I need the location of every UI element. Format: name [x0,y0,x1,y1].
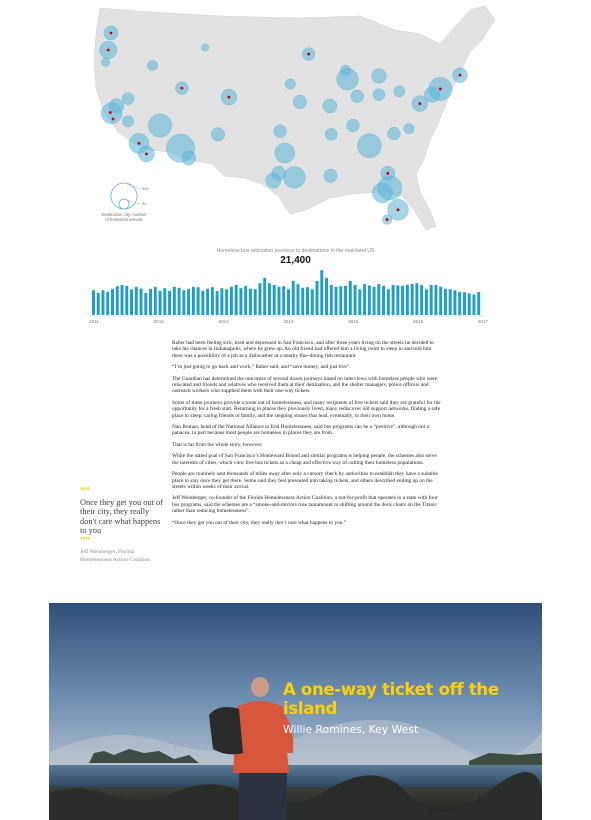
chart-bar [301,288,304,315]
x-tick-label: 2016 [413,319,424,324]
chart-bar [444,289,447,315]
origin-marker [112,118,115,121]
chart-bar [320,270,323,315]
chart-bar [368,285,371,315]
chart-bar [201,291,204,315]
chart-bar [434,285,437,315]
chart-bar [92,290,95,315]
chart-bar [430,285,433,315]
destination-bubble [275,143,295,163]
origin-marker [138,142,141,145]
chart-bar [197,287,200,315]
chart-bar [249,289,252,315]
chart-bar [273,285,276,315]
chart-bar [277,287,280,315]
chart-bar [387,289,390,315]
chart-bar [163,288,166,315]
chart-bar [297,284,300,315]
chart-bar [477,292,480,315]
chart-bar [468,293,471,315]
chart-bar [182,290,185,315]
x-tick-label: 2014 [283,319,294,324]
origin-marker [397,208,400,211]
x-tick-label: 2012 [153,319,164,324]
chart-bar [358,289,361,315]
chart-bar [121,285,124,315]
destination-bubble [357,134,381,158]
chart-bar [268,283,271,315]
chart-bar [225,289,228,315]
x-tick-label: 2013 [218,319,229,324]
origin-marker [307,53,310,56]
x-tick-labels [89,319,488,324]
pull-quote [80,488,166,564]
destination-bubble [122,93,134,105]
chart-title: Homeless bus relocation journeys to destinations in the mainland US [216,248,375,254]
chart-bar [216,291,219,315]
chart-bar [187,289,190,315]
legend-value-large: 500 [142,186,149,191]
chart-bar [230,287,233,315]
chart-bar [411,284,414,315]
destination-bubble [340,65,350,75]
quote-close-icon: ”” [80,535,90,547]
pull-quote-text: Once they get you out of their city, they really don't care what happens to you [80,498,164,536]
chart-bar [130,289,133,315]
chart-bar [363,284,366,315]
destination-bubble [201,44,208,51]
destination-bubble [324,169,337,182]
legend-label: Destination city: number of homeless arrivals [101,212,147,222]
legend-value-small: 50 [142,201,147,206]
origin-marker [180,87,183,90]
chart-bar [325,278,328,315]
journeys-chart [0,245,591,330]
chart-bar [306,287,309,315]
article-paragraph: People are routinely sent thousands of miles away after only a cursory check by authorities to establish they have a suitable place to stay once they get there. Some said they feel pressured into taking tickets, and others described ending up on the streets within weeks of their arrival. [172,471,438,490]
chart-bar [125,286,128,315]
chart-bar [425,289,428,315]
chart-bar [458,292,461,315]
destination-bubble [388,127,401,140]
chart-bar [401,286,404,315]
chart-bar [349,281,352,315]
pull-quote-attribution: Jeff Weinberger, Florida Homelessness Action Coalition [80,548,151,563]
origin-marker [145,152,148,155]
article-paragraph: While the stated goal of San Francisco’s Homeward Bound and similar programs is helping people, the schemes also serve the interests of cities, which view free bus tickets as a cheap and effective way of cutting their homeless populations. [172,453,437,466]
chart-bar [220,288,223,315]
chart-bar [192,287,195,315]
chart-bar [154,287,157,315]
origin-marker [109,111,112,114]
origin-marker [107,49,110,52]
chart-bar [287,289,290,315]
x-tick-label: 2015 [348,319,359,324]
chart-bar [244,286,247,315]
destination-bubble [284,167,306,189]
chart-bar [135,287,138,315]
destination-bubble [266,173,281,188]
article-paragraph: That is far from the whole story, however. [172,441,263,448]
chart-bar [415,283,418,315]
destination-bubble [293,95,306,108]
chart-bar [449,289,452,315]
chart-bar [206,289,209,315]
chart-bar [463,292,466,315]
hero-subtitle: Willie Romines, Key West [283,723,419,736]
chart-bar [330,285,333,315]
chart-bar [211,287,214,315]
destination-bubble [147,60,157,70]
destination-bubble [372,69,387,84]
chart-bar [159,291,162,315]
destination-bubble [394,86,405,97]
chart-bar [311,289,314,315]
chart-bar [239,288,242,315]
destination-bubble [351,90,364,103]
destination-bubble [404,124,414,134]
legend-circles [111,183,149,209]
destination-bubble [101,103,122,124]
destination-bubble [323,99,337,113]
chart-bar [292,281,295,315]
origin-marker [110,32,113,35]
chart-bar [168,291,171,315]
destination-bubble [101,58,109,66]
article-paragraph: Raber had been feeling sick, tired and depressed in San Francisco, and after three years living on the streets he decided to take his chances in Indianapolis, where he grew up. An old friend had offered him a living room to sleep in and told him there was a possibility of a job as a dishwasher at a nearby fine-dining fish restaurant. [172,340,434,359]
bar-group [92,270,480,315]
destination-bubble [122,116,133,127]
chart-bar [453,290,456,315]
destination-bubble [148,114,171,137]
chart-bar [178,288,181,315]
chart-bar [149,289,152,315]
chart-bar [472,295,475,316]
destination-bubble [211,128,224,141]
chart-bar [258,283,261,315]
hero-title: A one-way ticket off the island [283,680,499,718]
chart-bar [102,290,105,315]
origin-marker [459,74,462,77]
chart-bar [316,281,319,315]
chart-bar [111,289,114,315]
chart-bar [406,285,409,315]
quote-open-icon: ““ [80,486,90,497]
chart-bar [382,286,385,315]
chart-bar [377,284,380,315]
chart-bar [254,289,257,315]
x-tick-label: 2011 [89,319,99,324]
legend-circle-small [119,199,129,209]
destination-bubble [372,183,392,203]
chart-bar [354,285,357,315]
chart-peak-label: 21,400 [280,255,311,266]
article-paragraph: The Guardian has determined the outcomes of several dozen journeys based on interviews with homeless people who were relocated and friends and relatives who received them at their destination, and the shelter managers, police officers and outreach workers who supplied them with their one-way tickets. [172,375,438,395]
article-paragraph: “Once they get you out of their city, they really don’t care what happens to you.” [172,519,347,526]
chart-bar [396,285,399,315]
chart-bar [173,287,176,315]
chart-bar [140,289,143,316]
us-map [0,0,591,245]
chart-bar [335,287,338,315]
chart-bar [116,286,119,315]
chart-bar [339,286,342,315]
chart-bar [97,293,100,315]
article-body [172,340,442,531]
destination-bubble [274,125,287,138]
legend-circle-large [111,183,137,209]
article-paragraph: Nan Roman, head of the National Alliance to End Homelessness, said bus programs can be a “positive”, although not a panacea, in part because most people are homeless in places they are from. [172,424,429,437]
destination-bubble [373,89,385,101]
chart-bar [344,286,347,315]
article-paragraph: Some of these journeys provide a route out of homelessness, and many recipients of free tickets said they are grateful for the opportunity for a fresh start. Returning to places they previously lived, many rediscover old support networks, finding a safe place to sleep, caring friends or family, and the stepping stones that lead, eventually, to their own home. [172,399,441,419]
chart-bar [392,285,395,315]
chart-bar [263,278,266,315]
hero-image-section [49,603,542,820]
origin-marker [386,172,389,175]
origin-marker [386,218,389,221]
chart-bar [106,292,109,315]
chart-bar [439,287,442,315]
chart-bar [420,285,423,315]
destination-bubble [182,151,196,165]
destination-bubble [285,79,295,89]
origin-marker [228,96,231,99]
destination-bubble [347,119,360,132]
article-paragraph: “I’m just going to go back and work,” Raber said, and “save money, and just live”. [172,364,351,371]
chart-bar [144,293,147,315]
article-paragraph: Jeff Weinberger, co-founder of the Florida Homelessness Action Coalition, a not-for-profit that operates in a state with four bus programs, said the schemes are a “smoke-and-mirrors ruse tantamount to shifting around the deck chairs on the Titanic rather than reducing homelessness”. [172,495,438,515]
chart-bar [373,287,376,315]
origin-marker [418,102,421,105]
destination-map [0,0,591,245]
origin-marker [439,88,442,91]
x-tick-label: 2017 [477,319,489,324]
chart-bar [282,286,285,315]
destination-bubble [325,128,337,140]
chart-bar [235,285,238,315]
